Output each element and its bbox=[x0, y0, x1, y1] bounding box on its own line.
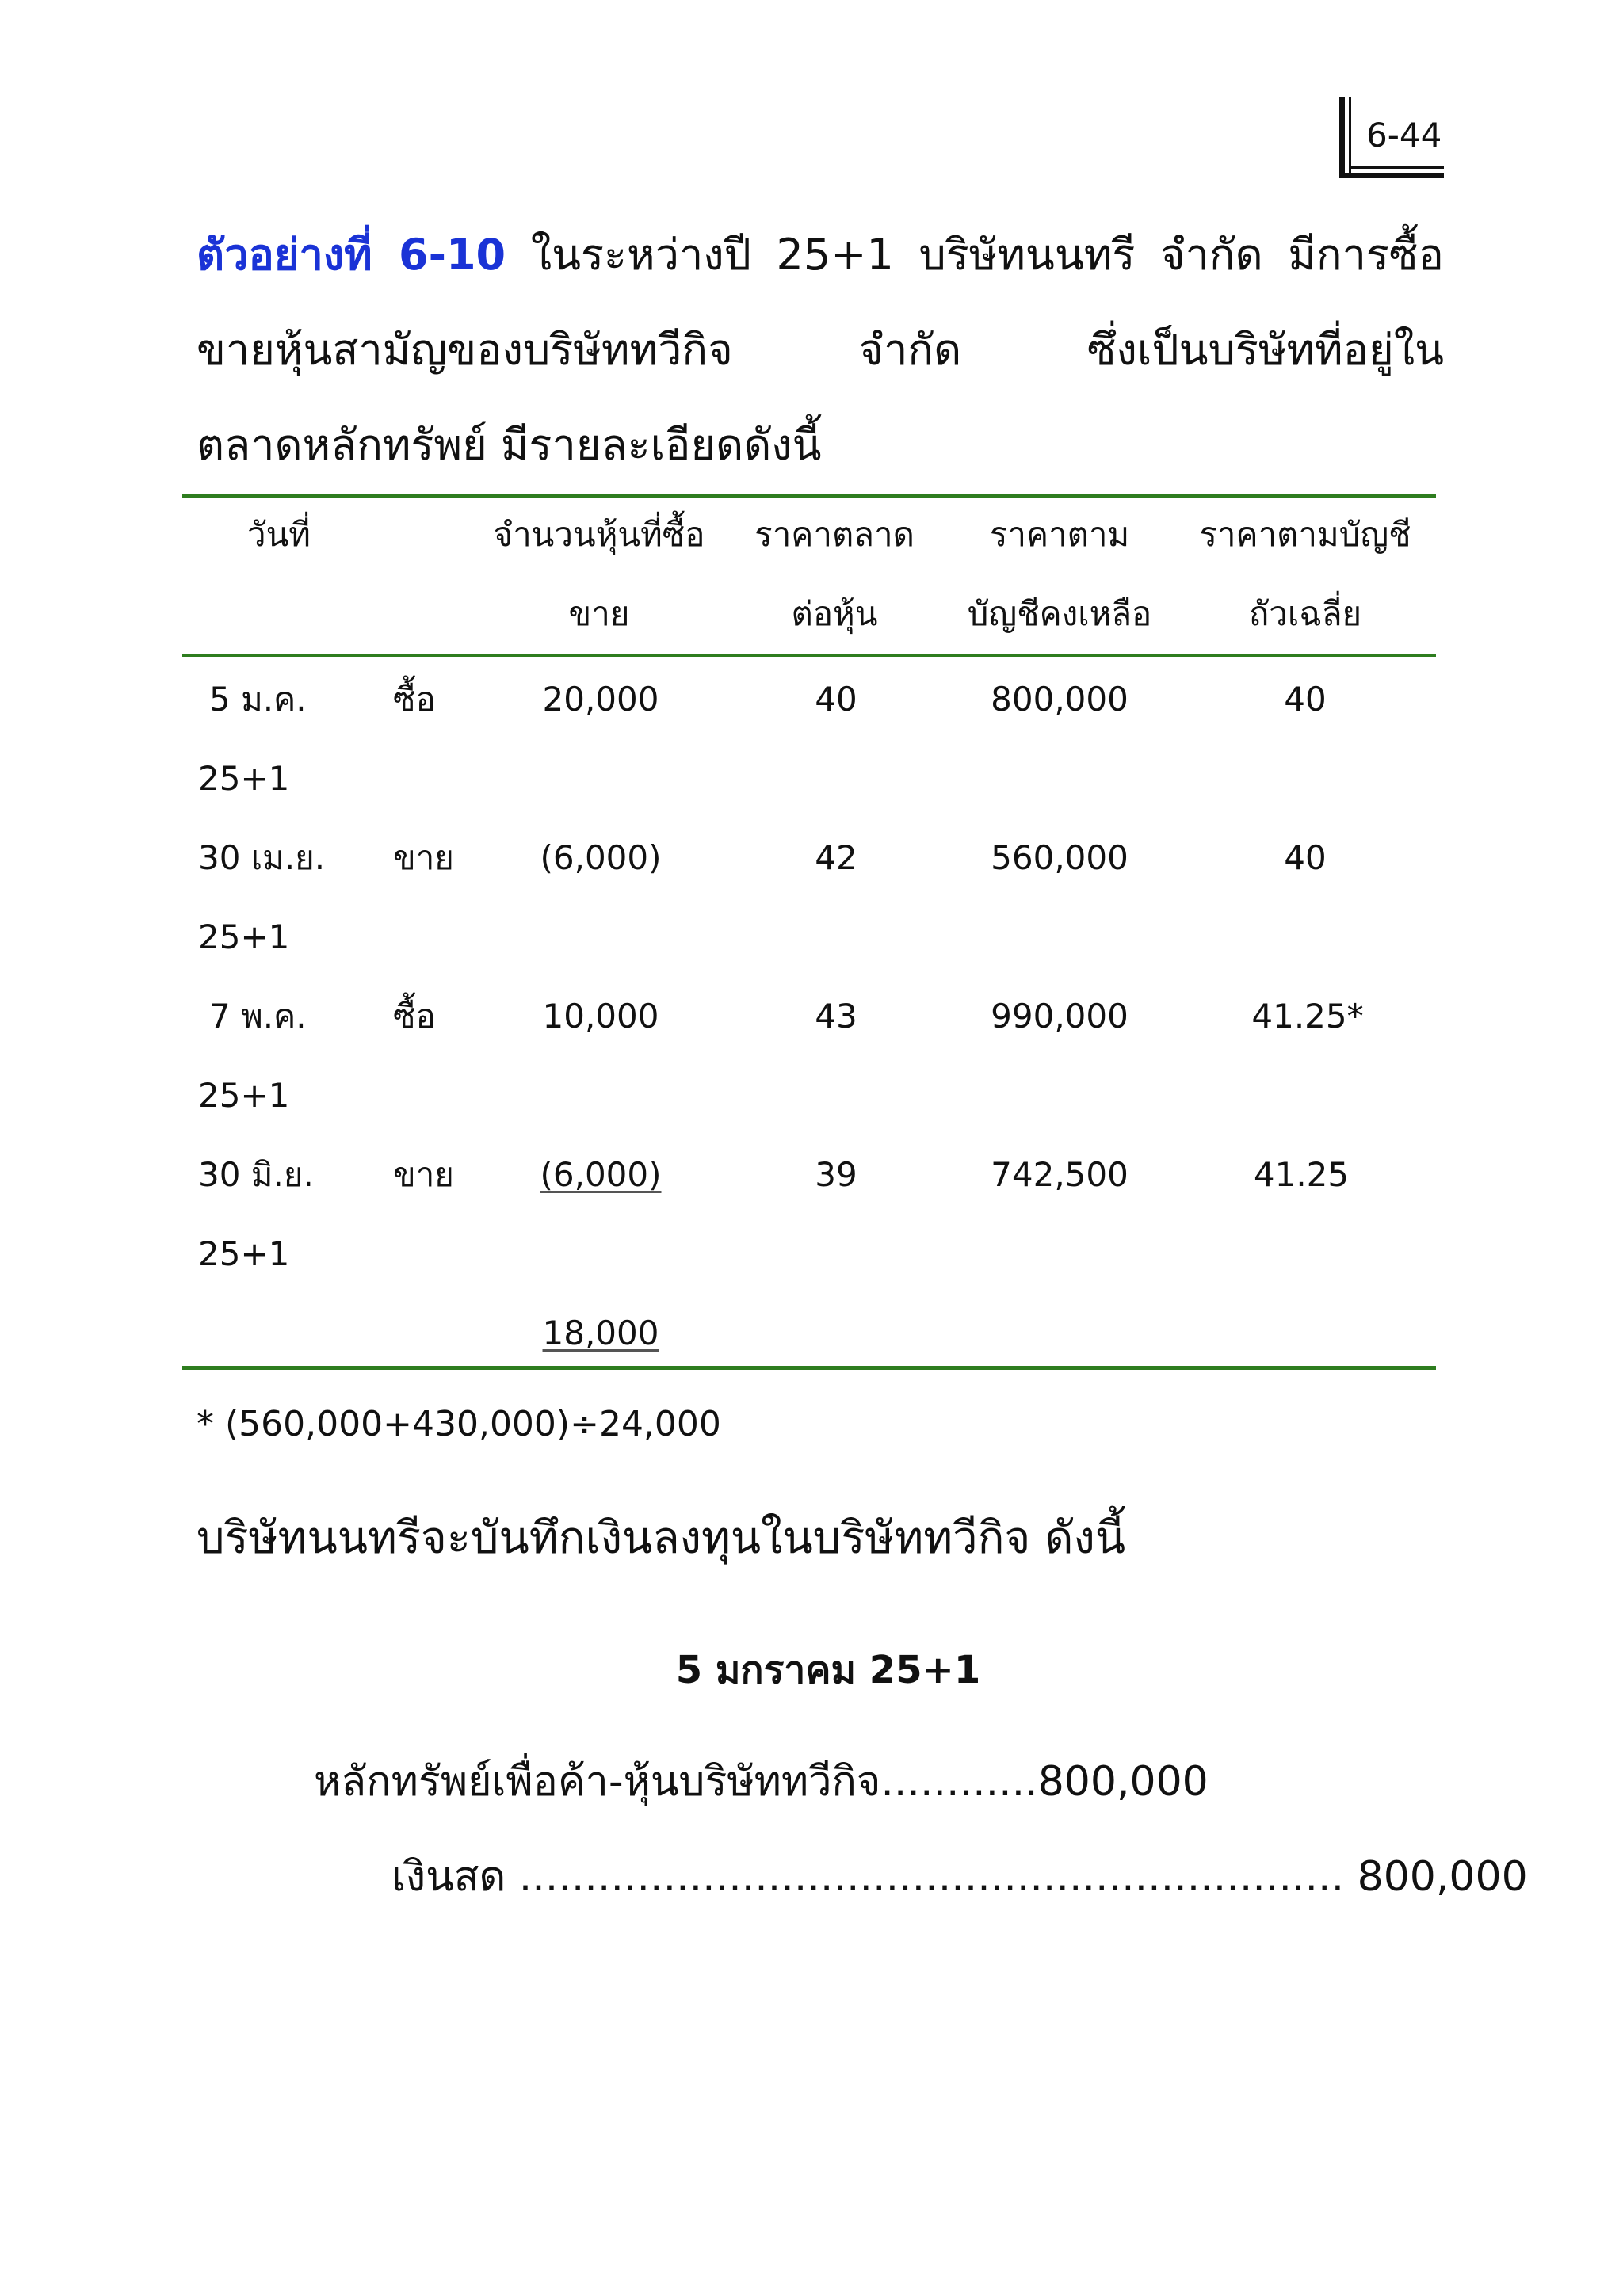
row-3-date: 7 พ.ค. bbox=[209, 997, 307, 1035]
row-1-shares: 20,000 bbox=[542, 680, 659, 719]
journal-date-title: 5 มกราคม 25+1 bbox=[675, 1648, 981, 1692]
header-book-value: ราคาตาม bbox=[989, 515, 1130, 554]
credit-amount: 800,000 bbox=[1357, 1853, 1528, 1901]
row-4-type: ขาย bbox=[393, 1155, 454, 1194]
row-1-year: 25+1 bbox=[198, 759, 290, 798]
header-date: วันที่ bbox=[247, 515, 311, 554]
row-4-year: 25+1 bbox=[198, 1234, 290, 1273]
row-4-average-value: 41.25 bbox=[1253, 1155, 1350, 1194]
row-4-date: 30 มิ.ย. bbox=[198, 1155, 314, 1194]
row-1-book-value: 800,000 bbox=[991, 680, 1128, 719]
header-market-price: ราคาตลาด bbox=[754, 515, 915, 554]
page-box-border bbox=[1349, 166, 1444, 169]
header-average-value: ราคาตามบัญชี bbox=[1199, 515, 1411, 554]
table-top-rule bbox=[182, 494, 1436, 498]
debit-leader: ............ bbox=[880, 1758, 1038, 1806]
row-3-year: 25+1 bbox=[198, 1076, 290, 1115]
header-shares: จำนวนหุ้นที่ซื้อ bbox=[493, 515, 705, 554]
example-intro bbox=[197, 208, 1444, 493]
credit-leader: ............................................................... bbox=[518, 1853, 1345, 1901]
row-2-average-value: 40 bbox=[1284, 838, 1327, 877]
table-bottom-rule bbox=[182, 1366, 1436, 1370]
row-3-type: ซื้อ bbox=[393, 997, 436, 1035]
row-2-type: ขาย bbox=[393, 838, 454, 877]
total-shares: 18,000 bbox=[542, 1314, 659, 1352]
journal-debit-line bbox=[314, 1748, 1209, 1814]
footnote: * (560,000+430,000)÷24,000 bbox=[197, 1404, 721, 1444]
page-box-border bbox=[1339, 173, 1444, 178]
row-2-book-value: 560,000 bbox=[991, 838, 1128, 877]
page-number-box bbox=[1339, 97, 1444, 184]
header-average-value-line2: ถัวเฉลี่ย bbox=[1248, 594, 1362, 633]
row-4-market-price: 39 bbox=[815, 1155, 857, 1194]
row-2-date: 30 เม.ย. bbox=[198, 838, 326, 877]
row-2-shares: (6,000) bbox=[540, 838, 662, 877]
row-1-market-price: 40 bbox=[815, 680, 857, 719]
example-label: ตัวอย่างที่ 6-10 bbox=[197, 230, 506, 280]
header-market-price-line2: ต่อหุ้น bbox=[791, 594, 878, 633]
row-3-shares: 10,000 bbox=[542, 997, 659, 1035]
table-header-rule bbox=[182, 654, 1436, 657]
debit-account: หลักทรัพย์เพื่อค้า-หุ้นบริษัททวีกิจ bbox=[314, 1758, 881, 1806]
header-shares-line2: ขาย bbox=[568, 594, 630, 633]
journal-credit-line bbox=[391, 1843, 1528, 1909]
journal-intro-paragraph: บริษัทนนทรีจะบันทึกเงินลงทุนในบริษัททวีกิจ ดังนี้ bbox=[197, 1512, 1126, 1564]
row-1-type: ซื้อ bbox=[393, 680, 436, 719]
row-2-year: 25+1 bbox=[198, 917, 290, 956]
page-number: 6-44 bbox=[1366, 116, 1442, 154]
row-3-average-value: 41.25* bbox=[1251, 997, 1364, 1035]
row-2-market-price: 42 bbox=[815, 838, 857, 877]
header-book-value-line2: บัญชีคงเหลือ bbox=[967, 594, 1152, 633]
page-box-border bbox=[1349, 97, 1351, 173]
row-3-market-price: 43 bbox=[815, 997, 857, 1035]
example-text: ในระหว่างปี 25+1 บริษัทนนทรี จำกัด มีการซื้อขายหุ้นสามัญของบริษัททวีกิจ จำกัด ซึ่งเป็นบริษัทที่อยู่ในตลาดหลักทรัพย์ มีรายละเอียดดังนี้ bbox=[197, 230, 1444, 470]
row-1-date: 5 ม.ค. bbox=[209, 680, 307, 719]
row-1-average-value: 40 bbox=[1284, 680, 1327, 719]
page-box-border bbox=[1339, 97, 1345, 177]
row-4-shares: (6,000) bbox=[540, 1155, 662, 1194]
debit-amount: 800,000 bbox=[1037, 1758, 1209, 1806]
credit-account: เงินสด bbox=[391, 1853, 506, 1901]
row-4-book-value: 742,500 bbox=[991, 1155, 1128, 1194]
row-3-book-value: 990,000 bbox=[991, 997, 1128, 1035]
